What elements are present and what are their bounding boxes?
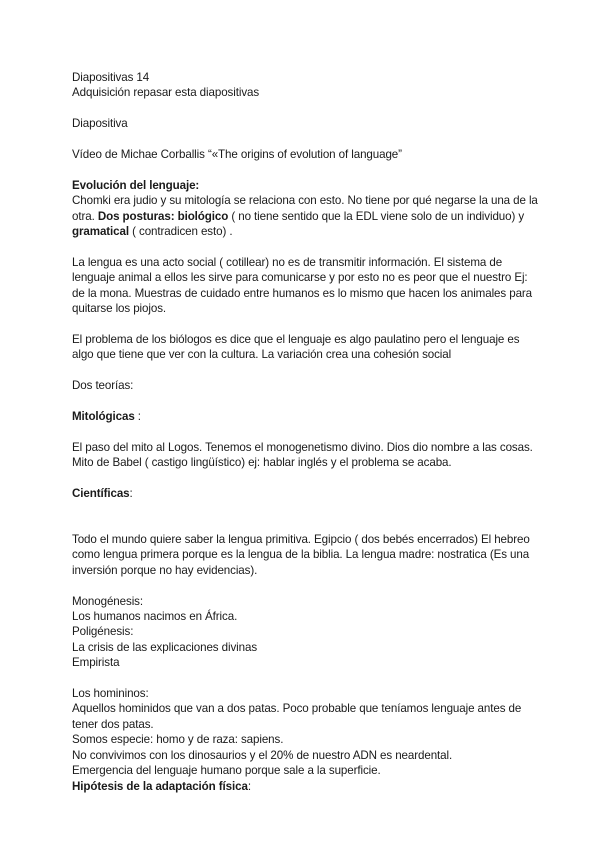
problema-paragraph: El problema de los biólogos es dice que el lenguaje es algo paulatino pero el lenguaje es algo que tiene que ver con la cultura. La variación crea una cohesión social xyxy=(72,332,520,362)
homininos-label: Los homininos: xyxy=(72,687,149,701)
crisis-line: La crisis de las explicaciones divinas xyxy=(72,640,258,654)
monogenesis-label: Monogénesis: xyxy=(72,594,143,608)
empirista-line: Empirista xyxy=(72,656,120,670)
cientificas-paragraph: Todo el mundo quiere saber la lengua primitiva. Egipcio ( dos bebés encerrados) El hebreo como lengua primera porque es la lengua de la biblia. La lengua madre: nostratica (Es una inversión porque no hay evidencias). xyxy=(72,533,530,577)
dos-teorias-line: Dos teorías: xyxy=(72,379,134,393)
video-reference: Vídeo de Michae Corballis “«The origins of evolution of language” xyxy=(72,148,402,161)
especie-line: Somos especie: homo y de raza: sapiens. xyxy=(72,733,284,747)
dinosaurios-line: No convivimos con los dinosaurios y el 20% de nuestro ADN es neardental. xyxy=(72,748,453,762)
africa-line: Los humanos nacimos en África. xyxy=(72,610,238,624)
lengua-paragraph: La lengua es una acto social ( cotillear) no es de transmitir información. El sistema de lenguaje animal a ellos les sirve para comunicarse y por esto no es peor que el nuestro Ej: de la mona. Muestras de cuidado entre humanos es lo mismo que hacen los animales para quitarse los piojos. xyxy=(72,255,533,316)
evolucion-paragraph: Chomki era judio y su mitología se relaciona con esto. No tiene por qué negarse la una de la otra. Dos posturas: biológico ( no tiene sentido que la EDL viene solo de un individuo) y gramatical ( contradicen esto) . xyxy=(72,194,538,239)
emergencia-line: Emergencia del lenguaje humano porque sale a la superficie. xyxy=(72,764,381,778)
evolucion-heading: Evolución del lenguaje: xyxy=(72,178,200,192)
subtitle-line: Adquisición repasar esta diapositivas xyxy=(72,86,260,100)
slide-label: Diapositiva xyxy=(72,117,128,131)
title-line: Diapositivas 14 xyxy=(72,71,150,84)
hipotesis-heading: Hipótesis de la adaptación física: xyxy=(72,779,251,793)
mitologicas-heading: Mitológicas : xyxy=(72,409,141,423)
mitologicas-paragraph: El paso del mito al Logos. Tenemos el monogenetismo divino. Dios dio nombre a las cosas. Mito de Babel ( castigo lingüístico) ej: hablar inglés y el problema se acaba. xyxy=(72,440,533,470)
poligenesis-label: Poligénesis: xyxy=(72,625,134,639)
hominidos-line: Aquellos hominidos que van a dos patas. Poco probable que teníamos lenguaje antes de tener dos patas. xyxy=(72,702,522,731)
cientificas-heading: Científicas: xyxy=(72,486,133,500)
